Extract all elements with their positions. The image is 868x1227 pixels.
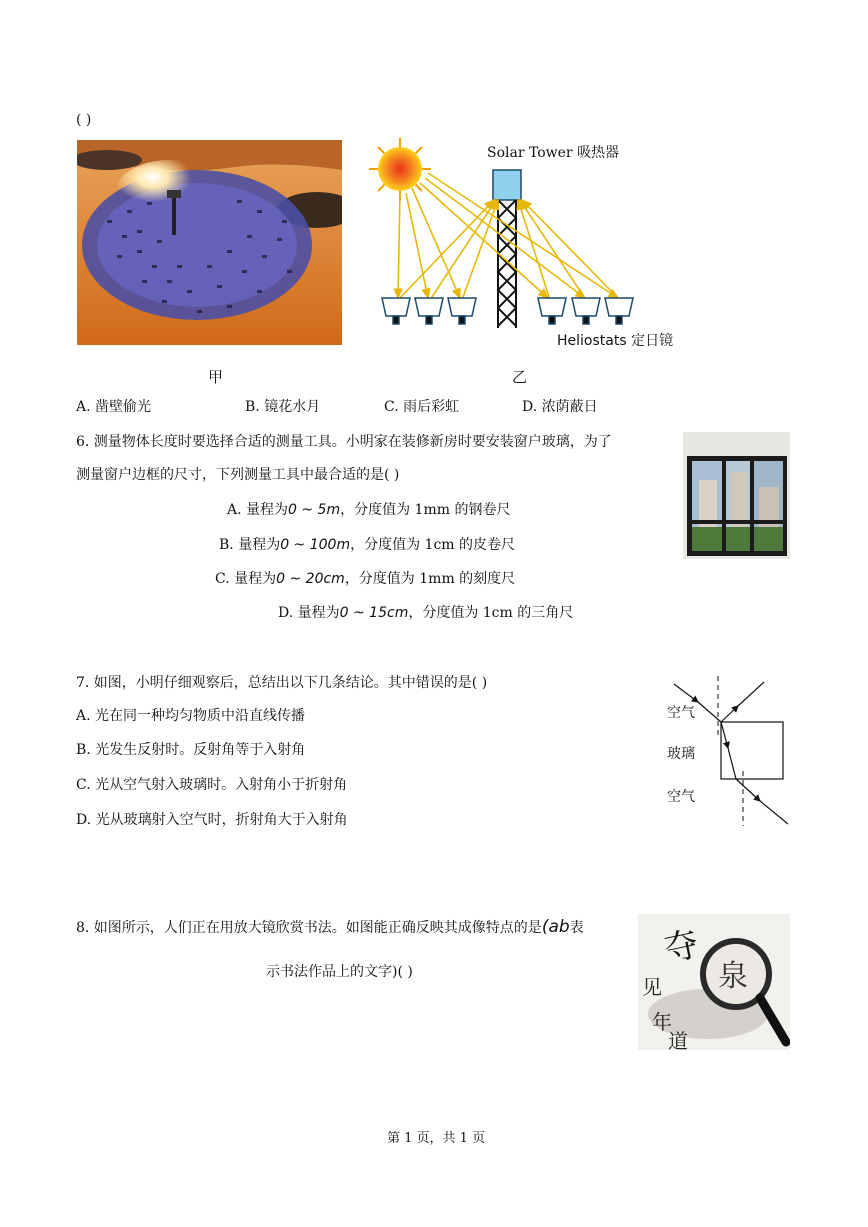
q7-option-a: A. 光在同一种均匀物质中沿直线传播: [76, 708, 306, 724]
q6-option-d-range: 0 ~ 15cm: [339, 605, 409, 621]
window-photo: [683, 432, 790, 559]
sun-icon: [369, 138, 431, 200]
air-top-label: 空气: [667, 705, 695, 721]
q8-stem-line2: 示书法作品上的文字)( ): [266, 964, 413, 980]
q6-option-d-rest: ，分度值为 1cm 的三角尺: [408, 605, 574, 621]
svg-text:道: 道: [668, 1029, 688, 1050]
q6-option-c-range: 0 ~ 20cm: [276, 571, 345, 587]
q5-option-c: C. 雨后彩虹: [384, 399, 460, 415]
solar-tower-svg: [360, 138, 690, 338]
q6-option-a: [227, 500, 510, 520]
heliostat-icons: [382, 298, 633, 324]
q6-option-a-range: 0 ~ 5m: [288, 502, 341, 518]
q6-option-a-prefix: A. 量程为: [227, 502, 289, 518]
q6-option-d: [278, 603, 573, 623]
q7-option-d: D. 光从玻璃射入空气时，折射角大于入射角: [76, 812, 348, 828]
q5-option-a: A. 凿壁偷光: [76, 399, 152, 415]
svg-text:年: 年: [652, 1010, 672, 1034]
q6-option-d-prefix: D. 量程为: [278, 605, 340, 621]
q8-ab-symbol: (ab: [541, 917, 570, 937]
q6-option-c-rest: ，分度值为 1mm 的刻度尺: [344, 571, 516, 587]
q6-option-b-range: 0 ~ 100m: [280, 537, 351, 553]
air-bottom-label: 空气: [667, 789, 695, 805]
tower-label: Solar Tower 吸热器: [487, 145, 620, 161]
q8-biao: 表: [569, 920, 584, 936]
diagram-label: 乙: [512, 368, 528, 386]
q6-option-b: [219, 535, 515, 555]
glass-label: 玻璃: [667, 746, 695, 762]
q5-option-d: D. 浓荫蔽日: [522, 399, 598, 415]
q5-answer-paren: ( ): [76, 112, 92, 128]
heliostat-label: Heliostats 定日镜: [557, 333, 674, 349]
q8-stem-text: 8. 如图所示，人们正在用放大镜欣赏书法。如图能正确反映其成像特点的是: [76, 920, 542, 936]
page-footer: 第 1 页，共 1 页: [387, 1131, 486, 1146]
q7-stem: 7. 如图，小明仔细观察后，总结出以下几条结论。其中错误的是( ): [76, 675, 488, 691]
q6-stem-line2: 测量窗户边框的尺寸，下列测量工具中最合适的是( ): [76, 467, 400, 483]
q6-stem-line1: 6. 测量物体长度时要选择合适的测量工具。小明家在装修新房时要安装窗户玻璃，为了: [76, 434, 612, 450]
magnifier-photo: [638, 914, 790, 1050]
q6-option-a-rest: ，分度值为 1mm 的钢卷尺: [340, 502, 511, 518]
q7-option-b: B. 光发生反射时。反射角等于入射角: [76, 742, 306, 758]
q6-option-b-prefix: B. 量程为: [219, 537, 281, 553]
q8-stem-line1: [76, 917, 584, 938]
svg-text:见: 见: [642, 975, 662, 999]
photo-label: 甲: [208, 368, 224, 386]
q5-option-b: B. 镜花水月: [245, 399, 321, 415]
q7-option-c: C. 光从空气射入玻璃时。入射角小于折射角: [76, 777, 348, 793]
q6-option-c: [215, 569, 515, 589]
tower-icon: [498, 200, 516, 328]
q6-option-c-prefix: C. 量程为: [215, 571, 277, 587]
svg-text:泉: 泉: [718, 959, 748, 994]
q6-option-b-rest: ，分度值为 1cm 的皮卷尺: [350, 537, 516, 553]
glass-block: [721, 722, 783, 779]
solar-field-photo: [77, 140, 342, 345]
receiver-icon: [493, 170, 521, 200]
solar-tower-diagram: [360, 138, 690, 338]
svg-text:夺: 夺: [660, 923, 703, 971]
